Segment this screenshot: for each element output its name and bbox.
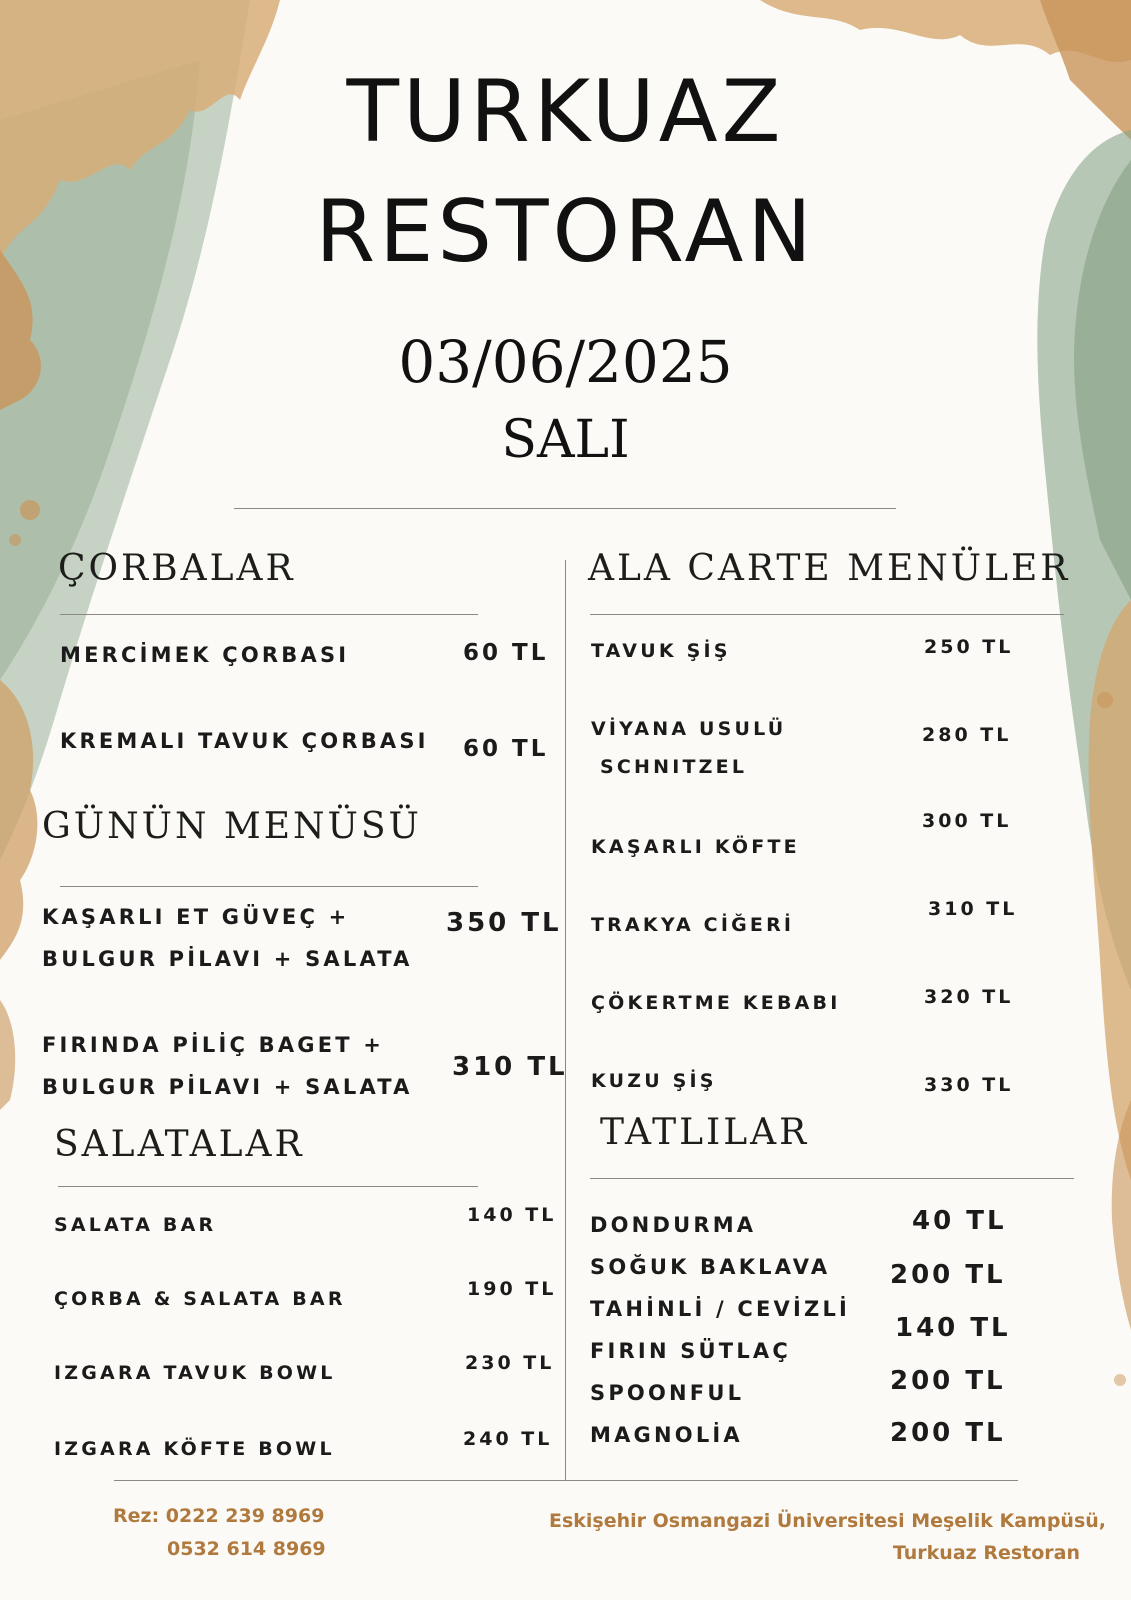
section-title-tatlilar: TATLILAR <box>600 1112 810 1153</box>
section-title-ala-carte: ALA CARTE MENÜLER <box>588 548 1071 589</box>
menu-item-name: FIRIN SÜTLAÇ <box>590 1339 791 1363</box>
menu-item-name: IZGARA TAVUK BOWL <box>54 1362 336 1384</box>
menu-item-price: 350 TL <box>446 908 562 938</box>
menu-item-price: 250 TL <box>924 636 1014 658</box>
section-divider <box>60 614 478 615</box>
menu-item-name: SOĞUK BAKLAVA <box>590 1255 831 1279</box>
menu-item-price: 310 TL <box>928 898 1018 920</box>
section-divider <box>590 1178 1074 1179</box>
menu-item-name-line1: VİYANA USULÜ <box>591 718 787 740</box>
menu-item-price: 230 TL <box>465 1352 555 1374</box>
menu-item-name-line2: BULGUR PİLAVI + SALATA <box>42 1075 413 1099</box>
menu-item-name: KUZU ŞİŞ <box>591 1070 717 1092</box>
menu-item-price: 320 TL <box>924 986 1014 1008</box>
section-title-corbalar: ÇORBALAR <box>58 548 296 589</box>
section-divider <box>58 1186 478 1187</box>
column-divider <box>565 560 566 1480</box>
menu-item-price: 330 TL <box>924 1074 1014 1096</box>
header-divider <box>234 508 896 509</box>
menu-date: 03/06/2025 <box>398 328 733 396</box>
menu-item-name: ÇORBA & SALATA BAR <box>54 1288 346 1310</box>
menu-item-name: MERCİMEK ÇORBASI <box>60 643 350 667</box>
menu-item-price: 140 TL <box>467 1204 557 1226</box>
menu-item-price: 60 TL <box>463 736 549 762</box>
reservation-phone-1: Rez: 0222 239 8969 <box>113 1505 325 1527</box>
section-title-salatalar: SALATALAR <box>54 1124 305 1165</box>
menu-item-price: 200 TL <box>890 1366 1006 1396</box>
menu-item-name-line2: BULGUR PİLAVI + SALATA <box>42 947 413 971</box>
menu-item-price: 240 TL <box>463 1428 553 1450</box>
menu-item-name: MAGNOLİA <box>590 1423 743 1447</box>
menu-item-price: 40 TL <box>912 1206 1007 1236</box>
menu-item-name: KAŞARLI KÖFTE <box>591 836 800 858</box>
menu-day: SALI <box>501 410 630 470</box>
menu-item-name: SALATA BAR <box>54 1214 217 1236</box>
menu-item-price: 190 TL <box>467 1278 557 1300</box>
menu-item-price: 200 TL <box>890 1260 1006 1290</box>
menu-item-name-line2: SCHNITZEL <box>600 756 748 778</box>
menu-item-price: 300 TL <box>922 810 1012 832</box>
address-line2: Turkuaz Restoran <box>892 1542 1080 1564</box>
section-title-gunun-menusu: GÜNÜN MENÜSÜ <box>42 806 422 847</box>
menu-item-name: KREMALI TAVUK ÇORBASI <box>60 729 429 753</box>
footer-divider <box>114 1480 1018 1481</box>
menu-item-name: SPOONFUL <box>590 1381 745 1405</box>
restaurant-name-line1: TURKUAZ <box>346 62 785 162</box>
restaurant-name-line2: RESTORAN <box>315 182 816 282</box>
menu-item-price: 200 TL <box>890 1418 1006 1448</box>
menu-item-price: 140 TL <box>895 1313 1011 1343</box>
section-divider <box>60 886 478 887</box>
menu-item-name: TRAKYA CİĞERİ <box>591 914 795 936</box>
menu-item-name-line1: KAŞARLI ET GÜVEÇ + <box>42 905 350 929</box>
address-line1: Eskişehir Osmangazi Üniversitesi Meşelik Kampüsü, <box>549 1510 1106 1532</box>
menu-item-name-line1: FIRINDA PİLİÇ BAGET + <box>42 1033 385 1057</box>
menu-item-price: 310 TL <box>452 1052 568 1082</box>
menu-item-name: DONDURMA <box>590 1213 757 1237</box>
menu-item-name: TAVUK ŞİŞ <box>591 640 731 662</box>
menu-item-name: ÇÖKERTME KEBABI <box>591 992 841 1014</box>
menu-item-name: IZGARA KÖFTE BOWL <box>54 1438 335 1460</box>
menu-item-price: 60 TL <box>463 640 549 666</box>
reservation-phone-2: 0532 614 8969 <box>167 1538 326 1560</box>
menu-item-price: 280 TL <box>922 724 1012 746</box>
menu-item-name: TAHİNLİ / CEVİZLİ <box>590 1297 851 1321</box>
section-divider <box>590 614 1064 615</box>
